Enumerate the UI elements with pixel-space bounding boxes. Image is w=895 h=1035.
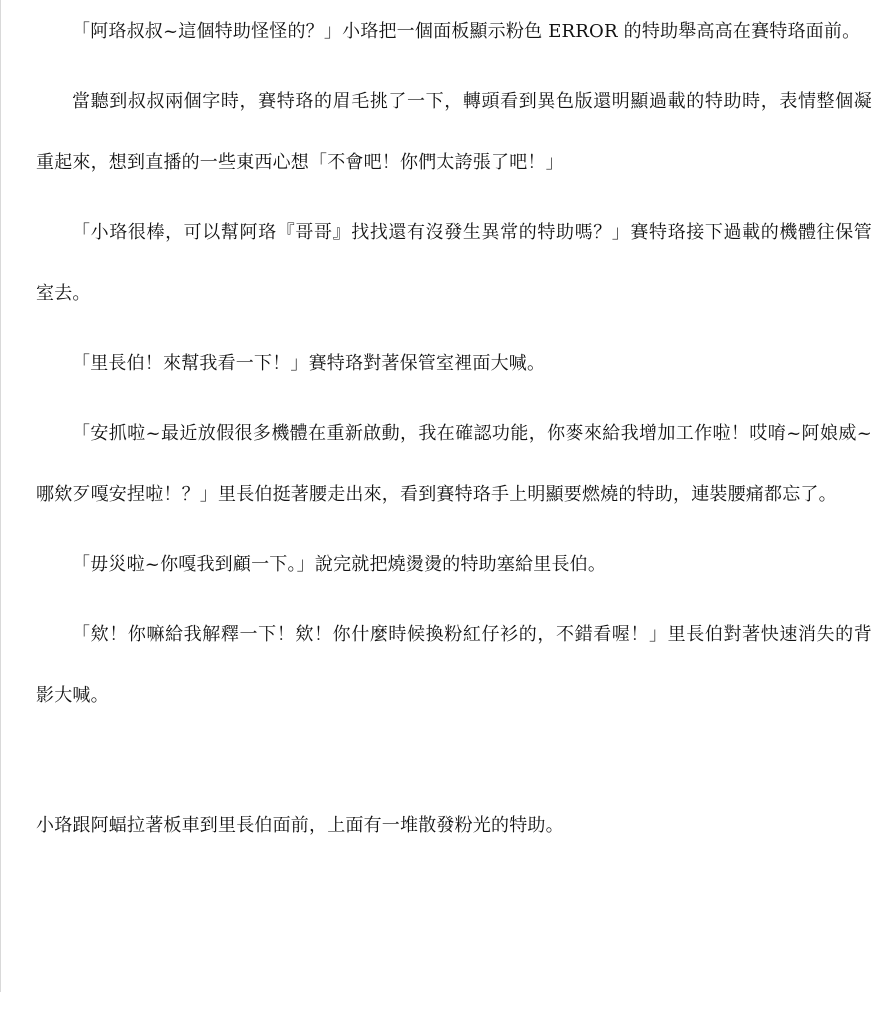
page-left-border: [0, 0, 1, 992]
paragraph-spacer: [36, 62, 872, 71]
paragraph-2: 當聽到叔叔兩個字時，賽特珞的眉毛挑了一下，轉頭看到異色版還明顯過載的特助時，表情整個凝重起來，想到直播的一些東西心想「不會吧！你們太誇張了吧！」: [36, 91, 872, 173]
paragraph-4: 「里長伯！來幫我看一下！」賽特珞對著保管室裡面大喊。: [72, 353, 546, 374]
paragraph-1: 「阿珞叔叔~這個特助怪怪的？」小珞把一個面板顯示粉色 ERROR 的特助舉高高在賽特珞面前。: [72, 21, 861, 42]
paragraph-3: 「小珞很棒，可以幫阿珞『哥哥』找找還有沒發生異常的特助嗎？」賽特珞接下過載的機體往保管室去。: [36, 222, 872, 304]
paragraph-5: 「安抓啦~最近放假很多機體在重新啟動，我在確認功能，你麥來給我增加工作啦！哎唷~阿娘威~哪欸歹嘎安捏啦！？」里長伯挺著腰走出來，看到賽特珞手上明顯要燃燒的特助，連裝腰痛都忘了。: [36, 423, 872, 505]
paragraph-spacer: [36, 595, 872, 604]
paragraph-8: 小珞跟阿蝠拉著板車到里長伯面前，上面有一堆散發粉光的特助。: [36, 815, 564, 836]
section-spacer: [36, 726, 872, 795]
document-body: [36, 0, 872, 856]
paragraph-6: 「毋災啦~你嘎我到顧一下。」說完就把燒燙燙的特助塞給里長伯。: [72, 554, 607, 575]
paragraph-spacer: [36, 525, 872, 534]
paragraph-7: 「欸！你嘛給我解釋一下！欸！你什麼時候換粉紅仔衫的，不錯看喔！」里長伯對著快速消失的背影大喊。: [36, 624, 872, 706]
paragraph-spacer: [36, 394, 872, 403]
paragraph-spacer: [36, 193, 872, 202]
paragraph-spacer: [36, 324, 872, 333]
